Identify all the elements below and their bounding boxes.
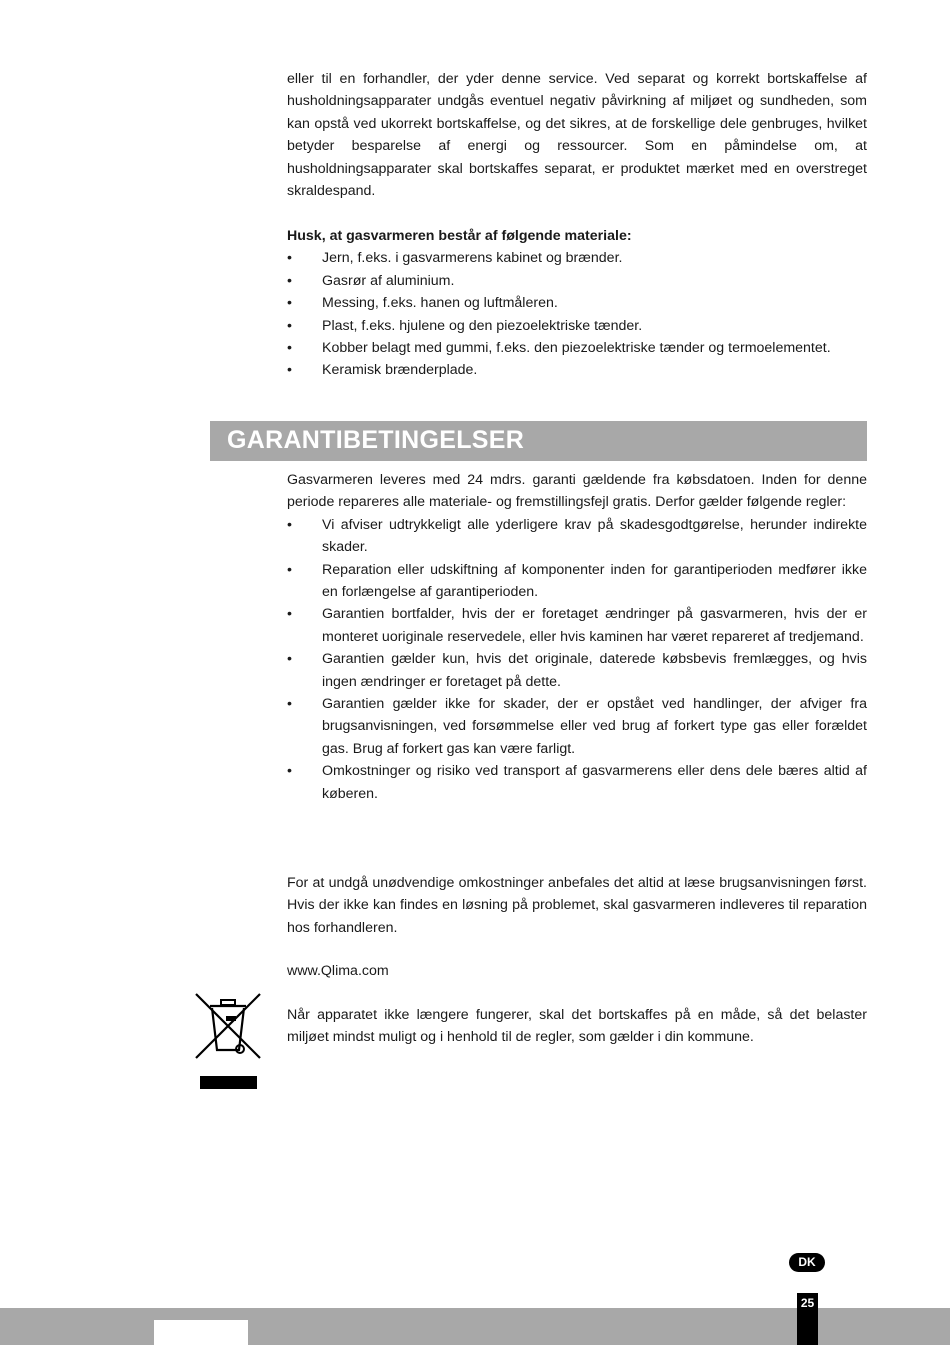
bullet: • xyxy=(287,295,292,312)
bullet: • xyxy=(287,651,292,668)
language-badge: DK xyxy=(789,1253,825,1272)
bullet: • xyxy=(287,317,292,334)
list-item: • Keramisk brænderplade. xyxy=(287,359,867,381)
crossed-out-wheelie-bin-icon xyxy=(193,992,263,1090)
list-item: • Omkostninger og risiko ved transport af gasvarmerens eller dens dele bæres altid af køberen. xyxy=(287,760,867,805)
list-item: • Reparation eller udskiftning af komponenter inden for garantiperioden medfører ikke en forlængelse af garantiperioden. xyxy=(287,559,867,604)
disposal-text: Når apparatet ikke længere fungerer, skal det bortskaffes på en måde, så det belaster miljøet mindst muligt og i henhold til de regler, som gælder i din kommune. xyxy=(287,1007,867,1046)
warranty-intro: Gasvarmeren leveres med 24 mdrs. garanti gældende fra købsdatoen. Inden for denne periode repareres alle materiale- og fremstillingsfejl gratis. Derfor gælder følgende regler: xyxy=(287,472,867,511)
materials-heading: Husk, at gasvarmeren består af følgende materiale: xyxy=(287,228,632,244)
list-item: • Vi afviser udtrykkeligt alle yderligere krav på skadesgodtgørelse, herunder indirekte skader. xyxy=(287,514,867,559)
list-item: • Garantien gælder ikke for skader, der er opstået ved handlinger, der afviger fra brugsanvisningen, ved forsømmelse eller ved brug af forkert type gas eller forældet gas. Brug af forkert gas kan være farligt. xyxy=(287,693,867,760)
list-item: • Kobber belagt med gummi, f.eks. den piezoelektriske tænder og termoelementet. xyxy=(287,337,867,359)
bullet: • xyxy=(287,272,292,289)
materials-list xyxy=(287,247,867,381)
bullet: • xyxy=(287,250,292,267)
warranty-body xyxy=(287,469,867,805)
advice-text: For at undgå unødvendige omkostninger anbefales det altid at læse brugsanvisningen først. Hvis der ikke kan findes en løsning på problemet, skal gasvarmeren indleveres til reparation hos forhandleren. xyxy=(287,875,867,936)
intro-text: eller til en forhandler, der yder denne service. Ved separat og korrekt bortskaffelse af husholdningsapparater undgås eventuel negativ påvirkning af miljøet og sundheden, som kan opstå ved ukorrekt bortskaffelse, og det sikres, at de forskellige dele genbruges, hvilket betyder besparelse af energi og ressourcer. Som en påmindelse om, at husholdningsapparater skal bortskaffes separat, er produktet mærket med en overstreget skraldespand. xyxy=(287,71,867,200)
disposal-paragraph xyxy=(287,1004,867,1049)
bullet: • xyxy=(287,340,292,357)
bullet: • xyxy=(287,561,292,578)
warranty-rules xyxy=(287,514,867,805)
section-heading-band xyxy=(210,421,867,461)
list-item: • Gasrør af aluminium. xyxy=(287,270,867,292)
list-item: • Jern, f.eks. i gasvarmerens kabinet og brænder. xyxy=(287,247,867,269)
bullet: • xyxy=(287,362,292,379)
materials-block xyxy=(287,225,867,382)
list-item: • Garantien gælder kun, hvis det originale, daterede købsbevis fremlægges, og hvis ingen ændringer er foretaget på dette. xyxy=(287,648,867,693)
list-item: • Messing, f.eks. hanen og luftmåleren. xyxy=(287,292,867,314)
list-item: • Garantien bortfalder, hvis der er foretaget ændringer på gasvarmeren, hvis der er monteret uoriginale reservedele, eller hvis kaminen har været repareret af tredjemand. xyxy=(287,603,867,648)
bullet: • xyxy=(287,606,292,623)
intro-paragraph xyxy=(287,68,867,202)
page-number: 25 xyxy=(800,1296,815,1310)
bullet: • xyxy=(287,516,292,533)
bullet: • xyxy=(287,696,292,713)
website-link[interactable]: www.Qlima.com xyxy=(287,963,389,979)
list-item: • Plast, f.eks. hjulene og den piezoelektriske tænder. xyxy=(287,315,867,337)
bullet: • xyxy=(287,763,292,780)
section-title: GARANTIBETINGELSER xyxy=(227,426,525,454)
footer-white-block xyxy=(154,1320,248,1345)
website-line xyxy=(287,960,867,982)
advice-paragraph xyxy=(287,872,867,939)
